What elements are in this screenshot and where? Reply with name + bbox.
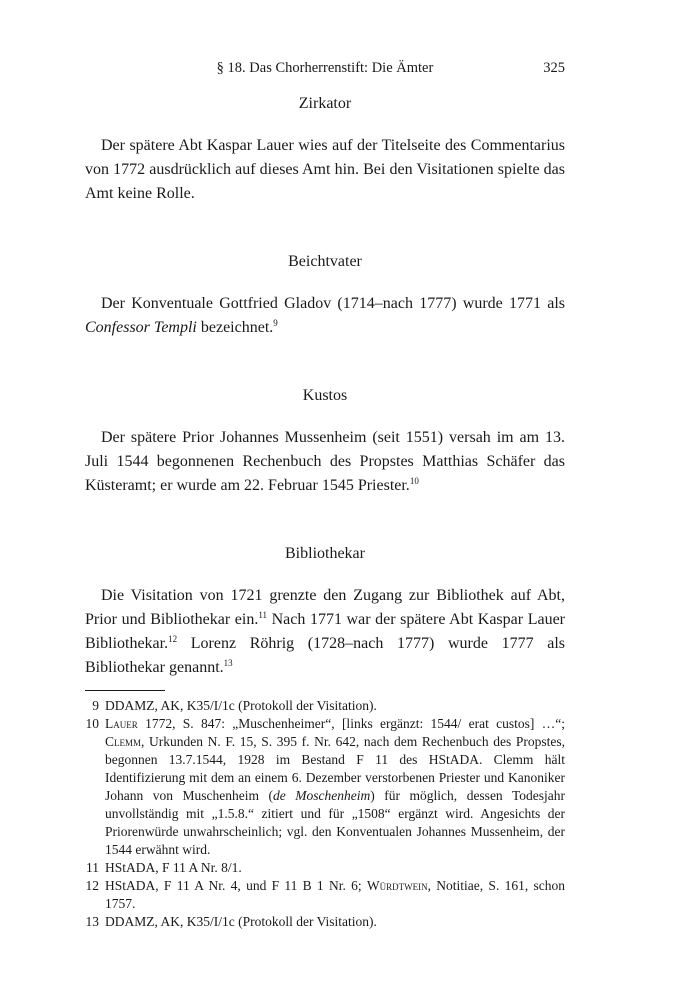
page-number: 325 [543, 60, 565, 76]
footnote-12 [85, 877, 565, 913]
footnote-text: HStADA, F 11 A Nr. 8/1. [105, 860, 242, 875]
text-segment: bezeichnet. [196, 319, 274, 336]
section-beichtvater [85, 250, 565, 340]
text-segment: Lorenz Röhrig (1728–nach 1777) wurde 1777 als Bibliothekar genannt. [85, 635, 565, 676]
footnote-text: 1772, S. 847: „Muschenheimer“, [links ergänzt: 1544/ erat custos] …“; [137, 716, 565, 731]
running-title: § 18. Das Chorherrenstift: Die Ämter [216, 60, 434, 76]
main-text [85, 92, 565, 931]
footnote-number: 9 [92, 698, 99, 713]
author-wuerdtwein: Würdtwein [366, 878, 428, 893]
footnote-ref-11[interactable]: 11 [258, 610, 267, 620]
footnote-11 [85, 859, 565, 877]
footnote-ref-9[interactable]: 9 [273, 318, 278, 328]
section-heading-beichtvater: Beichtvater [288, 253, 362, 270]
footnote-ref-12[interactable]: 12 [168, 634, 178, 644]
footnote-13 [85, 913, 565, 931]
footnote-text: ) für möglich, dessen Todesjahr unvollständig mit „1.5.8.“ zitiert und für „1508“ ergänzt wird. Angesichts der Priorenwürde unwahrscheinlich; vgl. den Konventualen Johannes Mussenheim, der 1544 erwähnt wird. [105, 788, 565, 857]
paragraph-kustos [85, 426, 565, 498]
footnote-number: 13 [85, 914, 99, 929]
italic-term: Confessor Templi [85, 319, 197, 336]
footnote-divider [85, 690, 165, 691]
footnote-number: 12 [85, 878, 99, 893]
footnote-ref-10[interactable]: 10 [409, 476, 419, 486]
footnote-number: 11 [86, 860, 99, 875]
footnote-ref-13[interactable]: 13 [223, 658, 233, 668]
italic-name: de Moschenheim [273, 788, 371, 803]
footnote-text: , Notitiae, S. 161, schon 1757. [105, 878, 565, 911]
text-segment: Die Visitation von 1721 grenzte den Zugang zur Bibliothek auf Abt, Prior und Bibliothekar ein. [85, 587, 565, 628]
paragraph-beichtvater [85, 292, 565, 340]
author-clemm: Clemm [105, 734, 142, 749]
running-head [85, 60, 565, 80]
footnote-10 [85, 715, 565, 859]
footnote-text: DDAMZ, AK, K35/I/1c (Protokoll der Visitation). [105, 698, 377, 713]
text-segment: Der spätere Prior Johannes Mussenheim (seit 1551) versah im am 13. Juli 1544 begonnenen Rechenbuch des Propstes Matthias Schäfer das Küsteramt; er wurde am 22. Februar 1545 Priester. [85, 429, 565, 494]
footnotes [85, 697, 565, 931]
text-segment: Nach 1771 war der spätere Abt Kaspar Lauer Bibliothekar. [85, 611, 565, 652]
section-zirkator [85, 92, 565, 206]
footnote-9 [85, 697, 565, 715]
section-heading-zirkator: Zirkator [298, 95, 352, 112]
footnote-number: 10 [85, 716, 99, 731]
paragraph-bibliothekar [85, 584, 565, 680]
text-segment: Der Konventuale Gottfried Gladov (1714–nach 1777) wurde 1771 als [101, 295, 565, 312]
section-kustos [85, 384, 565, 498]
section-heading-kustos: Kustos [302, 387, 348, 404]
footnote-text: , Urkunden N. F. 15, S. 395 f. Nr. 642, nach dem Rechenbuch des Propstes, begonnen 13.7.1544, 1928 im Bestand F 11 des HStADA. Clemm hält Identifizierung mit dem an einem 6. Dezember verstorbenen Priester und Kanoniker Johann von Muschenheim ( [105, 734, 565, 803]
footnote-text: DDAMZ, AK, K35/I/1c (Protokoll der Visitation). [105, 914, 377, 929]
section-heading-bibliothekar: Bibliothekar [285, 545, 365, 562]
footnote-text: HStADA, F 11 A Nr. 4, und F 11 B 1 Nr. 6; [105, 878, 367, 893]
author-lauer: Lauer [105, 716, 138, 731]
section-bibliothekar [85, 542, 565, 680]
paragraph-zirkator: Der spätere Abt Kaspar Lauer wies auf der Titelseite des Commentarius von 1772 ausdrücklich auf dieses Amt hin. Bei den Visitationen spielte das Amt keine Rolle. [85, 137, 565, 202]
